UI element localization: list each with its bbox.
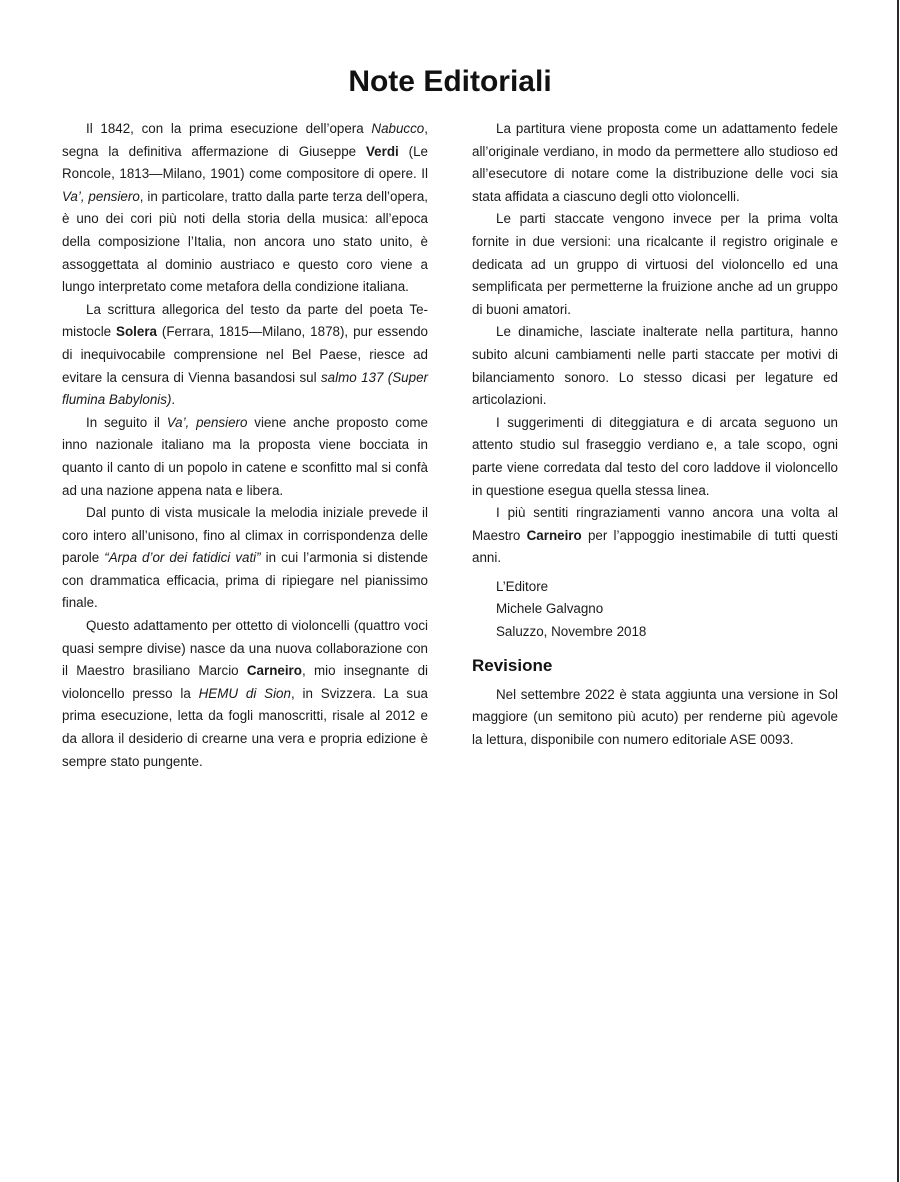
paragraph-nabucco: Il 1842, con la prima esecuzione dell’opera Nabucco, segna la definitiva affermazione di Giuseppe Verdi (Le Roncole, 1813—Milano, 1901) come compositore di opere. Il Va’, pensiero, in particolare, tratto dalla parte terza dell’opera, è uno dei cori più noti della storia della musica: all’epoca della composizione l’Italia, non ancora uno stato unito, è assoggettata al dominio austriaco e questo coro viene a lungo interpretato come metafora della condizione italiana. (62, 121, 428, 295)
paragraph-dinamiche: Le dinamiche, lasciate inalterate nella partitura, hanno subito alcuni cambiamenti nelle parti staccate per motivi di bilanciamento sonoro. Lo stesso dicasi per legature ed articolazioni. (472, 324, 838, 408)
paragraph-solera: La scrittura allegorica del testo da parte del poeta Temistocle Solera (Ferrara, 1815—Milano, 1878), pur essendo di inequivocabile comprensione nel Bel Paese, riesce ad evitare la censura di Vienna basandosi sul salmo 137 (Super flumina Babylonis). (62, 301, 428, 408)
paragraph-inno-nazionale: In seguito il Va’, pensiero viene anche proposto come inno nazionale italiano ma la proposta viene bocciata in quanto il canto di un popolo in catene e sconfitto mal si confà ad una nazione appena nata e libera. (62, 414, 428, 498)
paragraph-diteggiatura: I suggerimenti di diteggiatura e di arcata seguono un attento studio sul fraseggio verdiano e, a tale scopo, ogni parte viene corredata dal testo del coro laddove il violoncello in questione esegua quella stessa linea. (472, 414, 838, 498)
page-edge-line (897, 0, 899, 1182)
paragraph-ringraziamenti: I più sentiti ringraziamenti vanno ancora una volta al Maestro Carneiro per l’appoggio inestimabile di tutti questi anni. (472, 505, 838, 566)
signature-role: L’Editore (496, 578, 549, 594)
left-column (62, 118, 428, 773)
page-title: Note Editoriali (348, 65, 552, 98)
paragraph-parti-staccate: Le parti staccate vengono invece per la prima volta fornite in due versioni: una ricalcante il registro originale e dedicata ad un gruppo di virtuosi del violoncello ed una semplificata per permetterne la fruizione anche ad un gruppo di buoni amatori. (472, 211, 838, 317)
signature-name: Michele Galvagno (496, 601, 604, 617)
paragraph-partitura: La partitura viene proposta come un adattamento fedele all’originale verdiano, in modo da permettere allo studioso ed all’esecutore di notare come la distribuzione delle voci sia stata affidata a ciascuno degli otto violoncelli. (472, 121, 838, 204)
revision-heading: Revisione (472, 655, 553, 675)
paragraph-adattamento: Questo adattamento per ottetto di violoncelli (quattro voci quasi sempre divise) nasce da una nuova collaborazione con il Maestro brasiliano Marcio Carneiro, mio insegnante di violoncello presso la HEMU di Sion, in Svizzera. La sua prima esecuzione, letta da fogli manoscritti, risale al 2012 e da allora il desiderio di crearne una vera e propria edizione è sempre stato pungente. (62, 618, 428, 769)
paragraph-revisione: Nel settembre 2022 è stata aggiunta una versione in Sol maggiore (un semitono più acuto) per renderne più agevole la lettura, disponibile con numero editoriale ASE 0093. (472, 686, 838, 747)
paragraph-melodia: Dal punto di vista musicale la melodia iniziale prevede il coro intero all’unisono, fino al climax in corrispondenza delle parole “Arpa d’or dei fatidici vati” in cui l’armonia si distende con drammatica efficacia, prima di ripiegare nel pianissimo finale. (62, 505, 428, 611)
signature-place-date: Saluzzo, Novembre 2018 (496, 624, 647, 640)
right-column (472, 118, 838, 751)
